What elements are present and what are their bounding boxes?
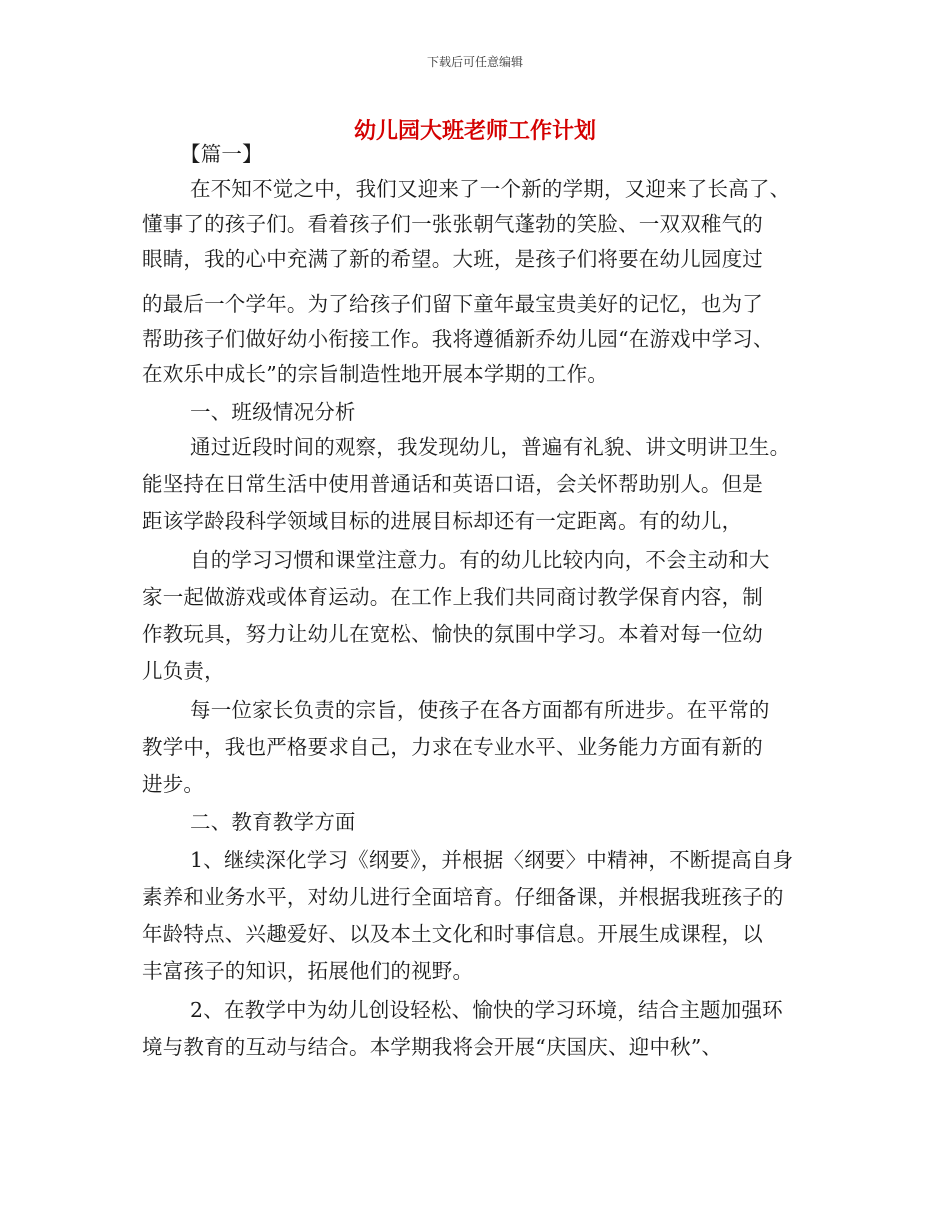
paragraph-line: 素养和业务水平，对幼儿进行全面培育。仔细备课，并根据我班孩子的 xyxy=(142,885,784,909)
paragraph-line: 1、继续深化学习《纲要》，并根据〈纲要〉中精神，不断提高自身 xyxy=(190,848,794,872)
paragraph-line: 通过近段时间的观察，我发现幼儿，普遍有礼貌、讲文明讲卫生。 xyxy=(190,435,791,459)
paragraph-line: 家一起做游戏或体育运动。在工作上我们共同商讨教学保育内容，制 xyxy=(142,585,763,609)
paragraph-line: 进步。 xyxy=(142,772,205,796)
paragraph-line: 在欢乐中成长”的宗旨制造性地开展本学期的工作。 xyxy=(142,362,609,386)
paragraph-line: 在不知不觉之中，我们又迎来了一个新的学期，又迎来了长高了、 xyxy=(190,177,791,201)
paragraph-line: 每一位家长负责的宗旨，使孩子在各方面都有所进步。在平常的 xyxy=(190,698,770,722)
page-header: 下载后可任意编辑 xyxy=(426,55,523,69)
paragraph-line: 眼睛，我的心中充满了新的希望。大班，是孩子们将要在幼儿园度过 xyxy=(142,247,763,271)
paragraph-line: 教学中，我也严格要求自己，力求在专业水平、业务能力方面有新的 xyxy=(142,735,763,759)
paragraph-line: 2、在教学中为幼儿创设轻松、愉快的学习环境，结合主题加强环 xyxy=(190,998,783,1022)
section-heading-class-analysis: 一、班级情况分析 xyxy=(190,400,356,424)
paragraph-line: 能坚持在日常生活中使用普通话和英语口语，会关怀帮助别人。但是 xyxy=(142,472,763,496)
document-title: 幼儿园大班老师工作计划 xyxy=(353,119,596,144)
section-heading-part-one: 【篇一】 xyxy=(180,142,263,166)
section-heading-teaching: 二、教育教学方面 xyxy=(190,810,356,834)
paragraph-line: 儿负责， xyxy=(142,659,225,683)
paragraph-line: 的最后一个学年。为了给孩子们留下童年最宝贵美好的记忆，也为了 xyxy=(142,292,763,316)
paragraph-line: 懂事了的孩子们。看着孩子们一张张朝气蓬勃的笑脸、一双双稚气的 xyxy=(142,212,763,236)
paragraph-line: 境与教育的互动与结合。本学期我将会开展“庆国庆、迎中秋”、 xyxy=(142,1035,723,1059)
paragraph-line: 自的学习习惯和课堂注意力。有的幼儿比较内向，不会主动和大 xyxy=(190,548,770,572)
paragraph-line: 年龄特点、兴趣爱好、以及本土文化和时事信息。开展生成课程，以 xyxy=(142,922,763,946)
paragraph-line: 帮助孩子们做好幼小衔接工作。我将遵循新乔幼儿园“在游戏中学习、 xyxy=(142,327,774,351)
paragraph-line: 距该学龄段科学领域目标的进展目标却还有一定距离。有的幼儿， xyxy=(142,509,743,533)
paragraph-line: 作教玩具，努力让幼儿在宽松、愉快的氛围中学习。本着对每一位幼 xyxy=(142,622,763,646)
paragraph-line: 丰富孩子的知识，拓展他们的视野。 xyxy=(142,959,474,983)
